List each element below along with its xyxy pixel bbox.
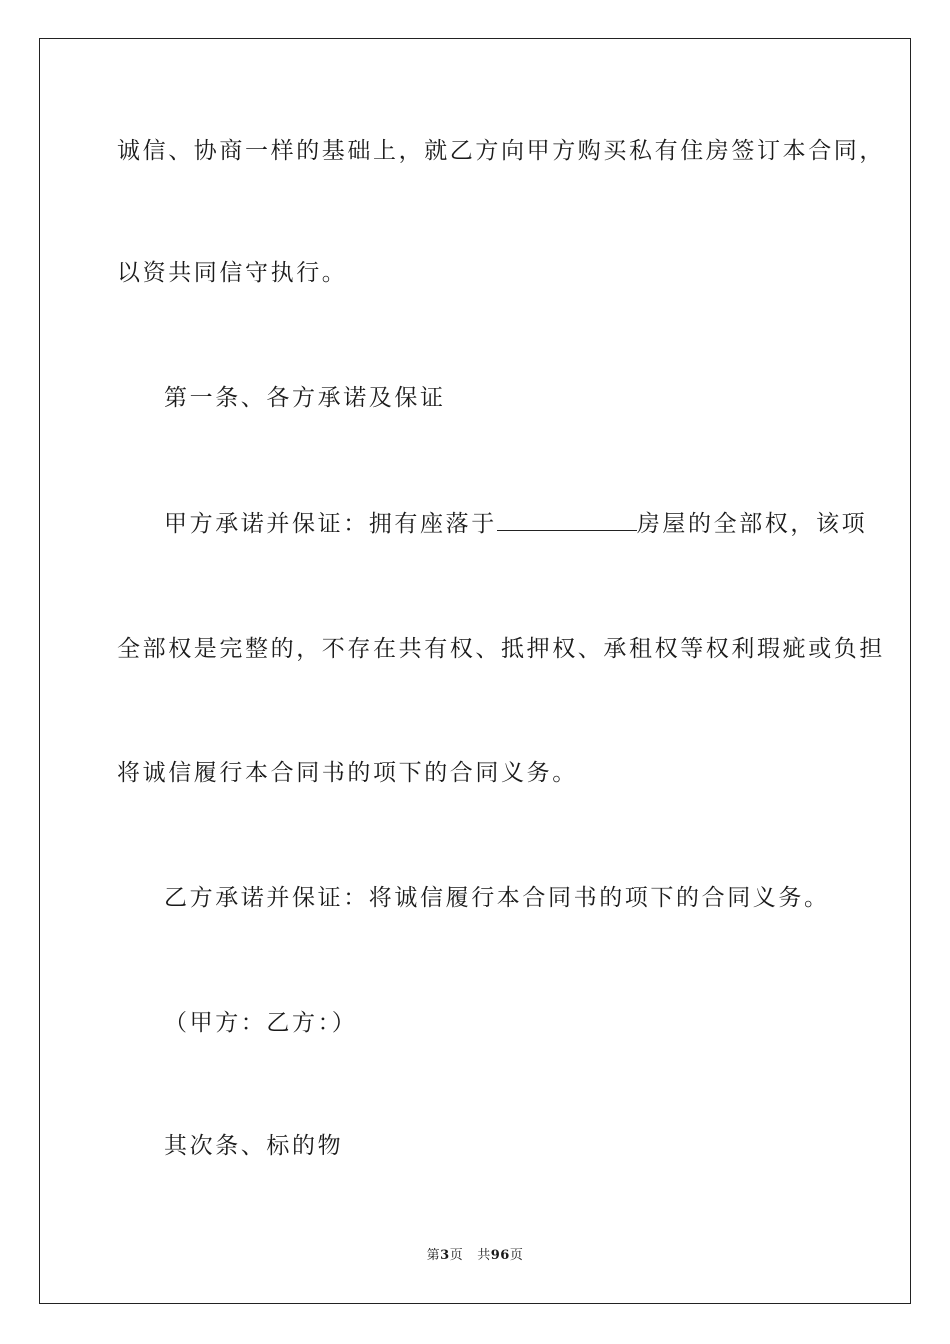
paragraph-line-1: 诚信、协商一样的基础上，就乙方向甲方购买私有住房签订本合同， bbox=[117, 138, 885, 164]
footer-total-pages: 96 bbox=[490, 1248, 510, 1263]
article-1-heading: 第一条、各方承诺及保证 bbox=[164, 385, 446, 411]
footer-total-suffix: 页 bbox=[509, 1248, 524, 1263]
footer-page-suffix: 页 bbox=[449, 1248, 464, 1263]
paragraph-line-2: 以资共同信守执行。 bbox=[117, 260, 348, 286]
party-a-obligation: 将诚信履行本合同书的项下的合同义务。 bbox=[117, 760, 578, 786]
footer-total-prefix: 共 bbox=[477, 1248, 491, 1263]
ownership-statement: 全部权是完整的，不存在共有权、抵押权、承租权等权利瑕疵或负担 bbox=[117, 636, 885, 662]
party-a-promise-text-before: 甲方承诺并保证：拥有座落于 bbox=[164, 511, 497, 537]
page-footer bbox=[0, 1244, 950, 1263]
page-border bbox=[39, 38, 911, 1304]
article-2-heading: 其次条、标的物 bbox=[164, 1133, 344, 1159]
party-b-promise: 乙方承诺并保证：将诚信履行本合同书的项下的合同义务。 bbox=[164, 885, 830, 911]
party-a-promise bbox=[164, 508, 867, 539]
footer-page-number: 3 bbox=[440, 1248, 450, 1263]
location-blank-field bbox=[497, 508, 637, 531]
footer-page-prefix: 第 bbox=[426, 1248, 441, 1263]
signature-note: （甲方：乙方：） bbox=[164, 1010, 358, 1036]
party-a-promise-text-after: 房屋的全部权，该项 bbox=[636, 511, 868, 537]
